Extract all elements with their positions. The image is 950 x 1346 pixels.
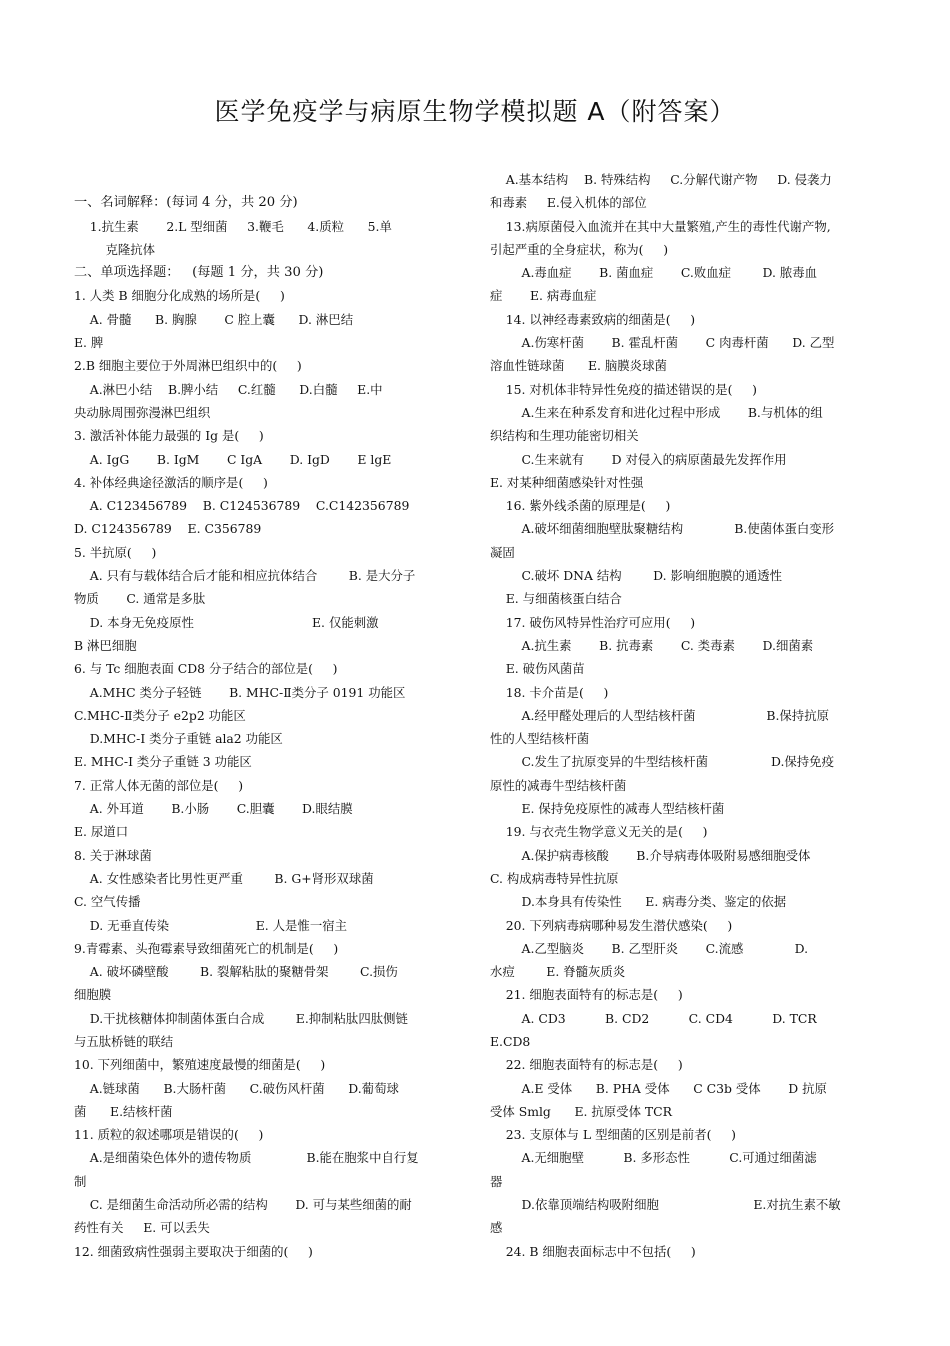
- left-column-line: D. C124356789 E. C356789: [74, 521, 262, 537]
- right-column-line: 17. 破伤风特异性治疗可应用( ): [490, 614, 696, 630]
- left-column-line: 9.青霉素、头孢霉素导致细菌死亡的机制是( ): [74, 940, 339, 956]
- left-column-line: C. 空气传播: [74, 894, 141, 910]
- right-column-line: 织结构和生理功能密切相关: [490, 428, 639, 444]
- right-column-line: 23. 支原体与 L 型细菌的区别是前者( ): [490, 1127, 736, 1143]
- right-column-line: 感: [490, 1220, 503, 1236]
- page-title: 医学免疫学与病原生物学模拟题 A（附答案）: [214, 97, 736, 126]
- right-column-line: 15. 对机体非特异性免疫的描述错误的是( ): [490, 381, 758, 397]
- left-column-line: 制: [74, 1173, 87, 1189]
- right-column-line: D.本身具有传染性 E. 病毒分类、鉴定的依据: [490, 894, 787, 910]
- right-column-line: 13.病原菌侵入血流并在其中大量繁殖,产生的毒性代谢产物,: [490, 218, 831, 234]
- right-column-line: 16. 紫外线杀菌的原理是( ): [490, 498, 671, 514]
- left-column-line: [74, 168, 462, 191]
- right-column-line: D.依靠顶端结构吸附细胞 E.对抗生素不敏: [490, 1197, 841, 1213]
- left-column-line: 药性有关 E. 可以丢失: [74, 1220, 210, 1236]
- right-column-line: A.基本结构 B. 特殊结构 C.分解代谢产物 D. 侵袭力: [490, 172, 832, 187]
- left-column-line: 8. 关于淋球菌: [74, 847, 152, 863]
- right-column-line: 原性的减毒牛型结核杆菌: [490, 777, 627, 793]
- right-column-line: 18. 卡介苗是( ): [490, 684, 609, 700]
- right-column-line: A.经甲醛处理后的人型结核杆菌 B.保持抗原: [490, 707, 829, 723]
- left-column-line: A. 女性感染者比男性更严重 B. G+肾形双球菌: [74, 870, 374, 886]
- left-column-line: 二、单项选择题： (每题 1 分，共 30 分): [74, 265, 324, 281]
- right-column-line: 引起严重的全身症状，称为( ): [490, 241, 669, 257]
- right-column-line: A.乙型脑炎 B. 乙型肝炎 C.流感 D.: [490, 940, 809, 956]
- left-column-line: 央动脉周围弥漫淋巴组织: [74, 404, 211, 420]
- left-column-line: 3. 激活补体能力最强的 Ig 是( ): [74, 428, 264, 444]
- left-column-line: A.是细菌染色体外的遗传物质 B.能在胞浆中自行复: [74, 1150, 419, 1166]
- left-column-line: A. 骨髓 B. 胸腺 C 腔上囊 D. 淋巴结: [74, 311, 354, 327]
- right-column-line: 22. 细胞表面特有的标志是( ): [490, 1057, 683, 1073]
- right-column-line: A.毒血症 B. 菌血症 C.败血症 D. 脓毒血: [490, 265, 818, 281]
- left-column-line: C. 是细菌生命活动所必需的结构 D. 可与某些细菌的耐: [74, 1197, 412, 1213]
- left-column-line: 细胞膜: [74, 987, 112, 1003]
- left-column-line: A. C123456789 B. C124536789 C.C142356789: [74, 498, 410, 514]
- right-column-line: 症 E. 病毒血症: [490, 288, 597, 304]
- left-column-line: 与五肽桥链的联结: [74, 1033, 174, 1049]
- left-column: [74, 168, 462, 1263]
- left-column-line: C.MHC-Ⅱ类分子 e2p2 功能区: [74, 707, 246, 723]
- left-column-line: A.淋巴小结 B.脾小结 C.红髓 D.白髓 E.中: [74, 381, 383, 397]
- right-column-line: 21. 细胞表面特有的标志是( ): [490, 987, 683, 1003]
- left-column-line: A. IgG B. IgM C IgA D. IgD E lgE: [74, 451, 392, 467]
- right-column-line: 19. 与衣壳生物学意义无关的是( ): [490, 824, 708, 840]
- left-column-line: 1. 人类 B 细胞分化成熟的场所是( ): [74, 288, 285, 304]
- left-column-line: B 淋巴细胞: [74, 637, 137, 653]
- left-column-line: 7. 正常人体无菌的部位是( ): [74, 777, 244, 793]
- right-column-line: 14. 以神经毒素致病的细菌是( ): [490, 311, 696, 327]
- right-column-line: E. 对某种细菌感染针对性强: [490, 474, 644, 490]
- left-column-line: 11. 质粒的叙述哪项是错误的( ): [74, 1127, 264, 1143]
- left-column-line: A. 破坏磷壁酸 B. 裂解粘肽的聚糖骨架 C.损伤: [74, 964, 398, 980]
- right-column-line: E. 与细菌核蛋白结合: [490, 591, 622, 607]
- right-column-line: 受体 Smlg E. 抗原受体 TCR: [490, 1103, 672, 1119]
- right-column-line: 器: [490, 1173, 503, 1189]
- right-column-line: A.伤寒杆菌 B. 霍乱杆菌 C 肉毒杆菌 D. 乙型: [490, 335, 835, 351]
- left-column-line: A. 外耳道 B.小肠 C.胆囊 D.眼结膜: [74, 801, 353, 817]
- right-column-line: A. CD3 B. CD2 C. CD4 D. TCR: [490, 1010, 817, 1026]
- left-column-line: 1.抗生素 2.L 型细菌 3.鞭毛 4.质粒 5.单: [74, 218, 392, 234]
- left-column-line: D. 本身无免疫原性 E. 仅能刺激: [74, 614, 379, 630]
- right-column-line: E.CD8: [490, 1033, 531, 1049]
- left-column-line: E. MHC-I 类分子重链 3 功能区: [74, 754, 252, 770]
- right-column-line: 溶血性链球菌 E. 脑膜炎球菌: [490, 358, 667, 374]
- right-column-line: A.抗生素 B. 抗毒素 C. 类毒素 D.细菌素: [490, 637, 814, 653]
- right-column-line: C.破坏 DNA 结构 D. 影响细胞膜的通透性: [490, 568, 783, 584]
- left-column-line: A.链球菌 B.大肠杆菌 C.破伤风杆菌 D.葡萄球: [74, 1080, 399, 1096]
- left-column-line: 4. 补体经典途径激活的顺序是( ): [74, 474, 268, 490]
- right-column-line: E. 保持免疫原性的减毒人型结核杆菌: [490, 801, 725, 817]
- left-column-line: 物质 C. 通常是多肽: [74, 591, 206, 607]
- left-column-line: D.MHC-I 类分子重链 ala2 功能区: [74, 731, 283, 747]
- left-column-line: 5. 半抗原( ): [74, 544, 157, 560]
- right-column-line: E. 破伤风菌苗: [490, 661, 585, 677]
- left-column-line: A.MHC 类分子轻链 B. MHC-Ⅱ类分子 0191 功能区: [74, 684, 406, 700]
- left-column-line: A. 只有与载体结合后才能和相应抗体结合 B. 是大分子: [74, 568, 416, 584]
- left-column-line: 10. 下列细菌中，繁殖速度最慢的细菌是( ): [74, 1057, 326, 1073]
- right-column: [490, 168, 878, 1263]
- right-column-line: 20. 下列病毒病哪种易发生潜伏感染( ): [490, 917, 733, 933]
- left-column-line: 一、名词解释：(每词 4 分，共 20 分): [74, 195, 298, 211]
- right-column-line: 和毒素 E.侵入机体的部位: [490, 195, 647, 211]
- right-column-line: 24. B 细胞表面标志中不包括( ): [490, 1243, 696, 1259]
- left-column-line: E. 脾: [74, 335, 104, 351]
- right-column-line: C. 构成病毒特异性抗原: [490, 870, 619, 886]
- left-column-line: 菌 E.结核杆菌: [74, 1103, 173, 1119]
- left-column-line: E. 尿道口: [74, 824, 129, 840]
- right-column-line: 水痘 E. 脊髓灰质炎: [490, 964, 626, 980]
- left-column-line: 12. 细菌致病性强弱主要取决于细菌的( ): [74, 1243, 313, 1259]
- right-column-line: C.发生了抗原变异的牛型结核杆菌 D.保持免疫: [490, 754, 834, 770]
- right-column-line: 性的人型结核杆菌: [490, 731, 590, 747]
- left-column-line: 克隆抗体: [74, 241, 156, 257]
- right-column-line: C.生来就有 D 对侵入的病原菌最先发挥作用: [490, 451, 787, 467]
- right-column-line: A.保护病毒核酸 B.介导病毒体吸附易感细胞受体: [490, 847, 811, 863]
- right-column-line: A.E 受体 B. PHA 受体 C C3b 受体 D 抗原: [490, 1080, 827, 1096]
- right-column-line: 凝固: [490, 544, 515, 560]
- left-column-line: D. 无垂直传染 E. 人是惟一宿主: [74, 917, 347, 933]
- right-column-line: A.破坏细菌细胞壁肽聚糖结构 B.使菌体蛋白变形: [490, 521, 835, 537]
- left-column-line: D.干扰核糖体抑制菌体蛋白合成 E.抑制粘肽四肽侧链: [74, 1010, 408, 1026]
- left-column-line: 6. 与 Tc 细胞表面 CD8 分子结合的部位是( ): [74, 661, 338, 677]
- left-column-line: 2.B 细胞主要位于外周淋巴组织中的( ): [74, 358, 302, 374]
- right-column-line: A.生来在种系发育和进化过程中形成 B.与机体的组: [490, 404, 823, 420]
- right-column-line: A.无细胞壁 B. 多形态性 C.可通过细菌滤: [490, 1150, 817, 1166]
